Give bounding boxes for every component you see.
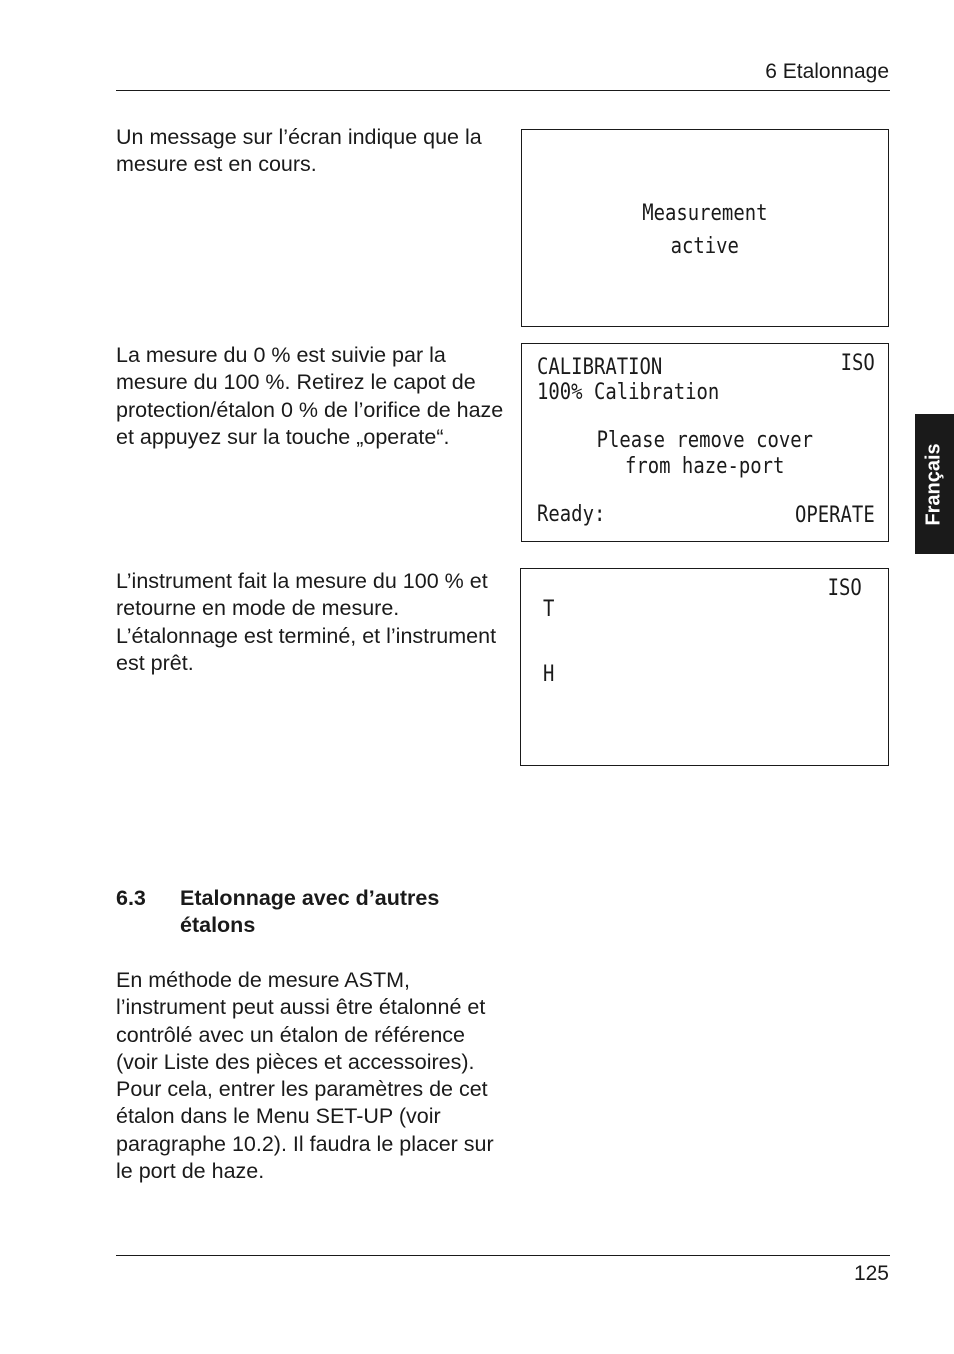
display-screen-calibration [521,343,889,542]
screen-row-h: H [543,662,555,687]
section-number: 6.3 [116,886,146,910]
screen-title: CALIBRATION [537,355,663,380]
screen-operate-key: OPERATE [795,503,875,528]
paragraph-measurement-message [116,124,511,179]
header-divider [116,90,890,91]
screen-mode: ISO [840,351,875,376]
paragraph-astm-method [116,967,506,1185]
section-title: Etalonnage avec d’autres étalons [180,886,440,938]
page-number: 125 [853,1262,889,1285]
screen-message: Please remove cover [596,428,814,453]
screen-subtitle: 100% Calibration [537,380,720,405]
footer-divider [116,1255,890,1256]
screen-message: from haze-port [625,454,785,479]
paragraph-text: L’instrument fait la mesure du 100 % et retourne en mode de mesure. L’étalonnage est terminé, et l’instrument est prêt. [116,569,497,675]
paragraph-text: En méthode de mesure ASTM, l’instrument peut aussi être étalonné et contrôlé avec un étalon de référence (voir Liste des pièces et accessoires). Pour cela, entrer les paramètres de cet étalon dans le Menu SET-UP (voir paragraphe 10.2). Il faudra le placer sur le port de haze. [116,968,494,1184]
paragraph-text: La mesure du 0 % est suivie par la mesure du 100 %. Retirez le capot de protection/étalon 0 % de l’orifice de haze et appuyez sur la touche „operate“. [116,343,504,449]
language-tab [915,414,954,554]
screen-line: Measurement [642,201,768,226]
screen-mode: ISO [827,576,862,601]
chapter-header: 6 Etalonnage [765,60,889,83]
paragraph-calibration-done [116,568,511,677]
screen-line: active [670,234,740,259]
paragraph-calibration-steps [116,342,511,451]
paragraph-text: Un message sur l’écran indique que la mesure est en cours. [116,125,482,177]
screen-row-t: T [543,597,555,622]
display-screen-ready [520,568,889,766]
screen-ready-label: Ready: [537,502,606,527]
display-screen-measurement [521,129,889,327]
language-tab-label: Français [923,442,946,526]
